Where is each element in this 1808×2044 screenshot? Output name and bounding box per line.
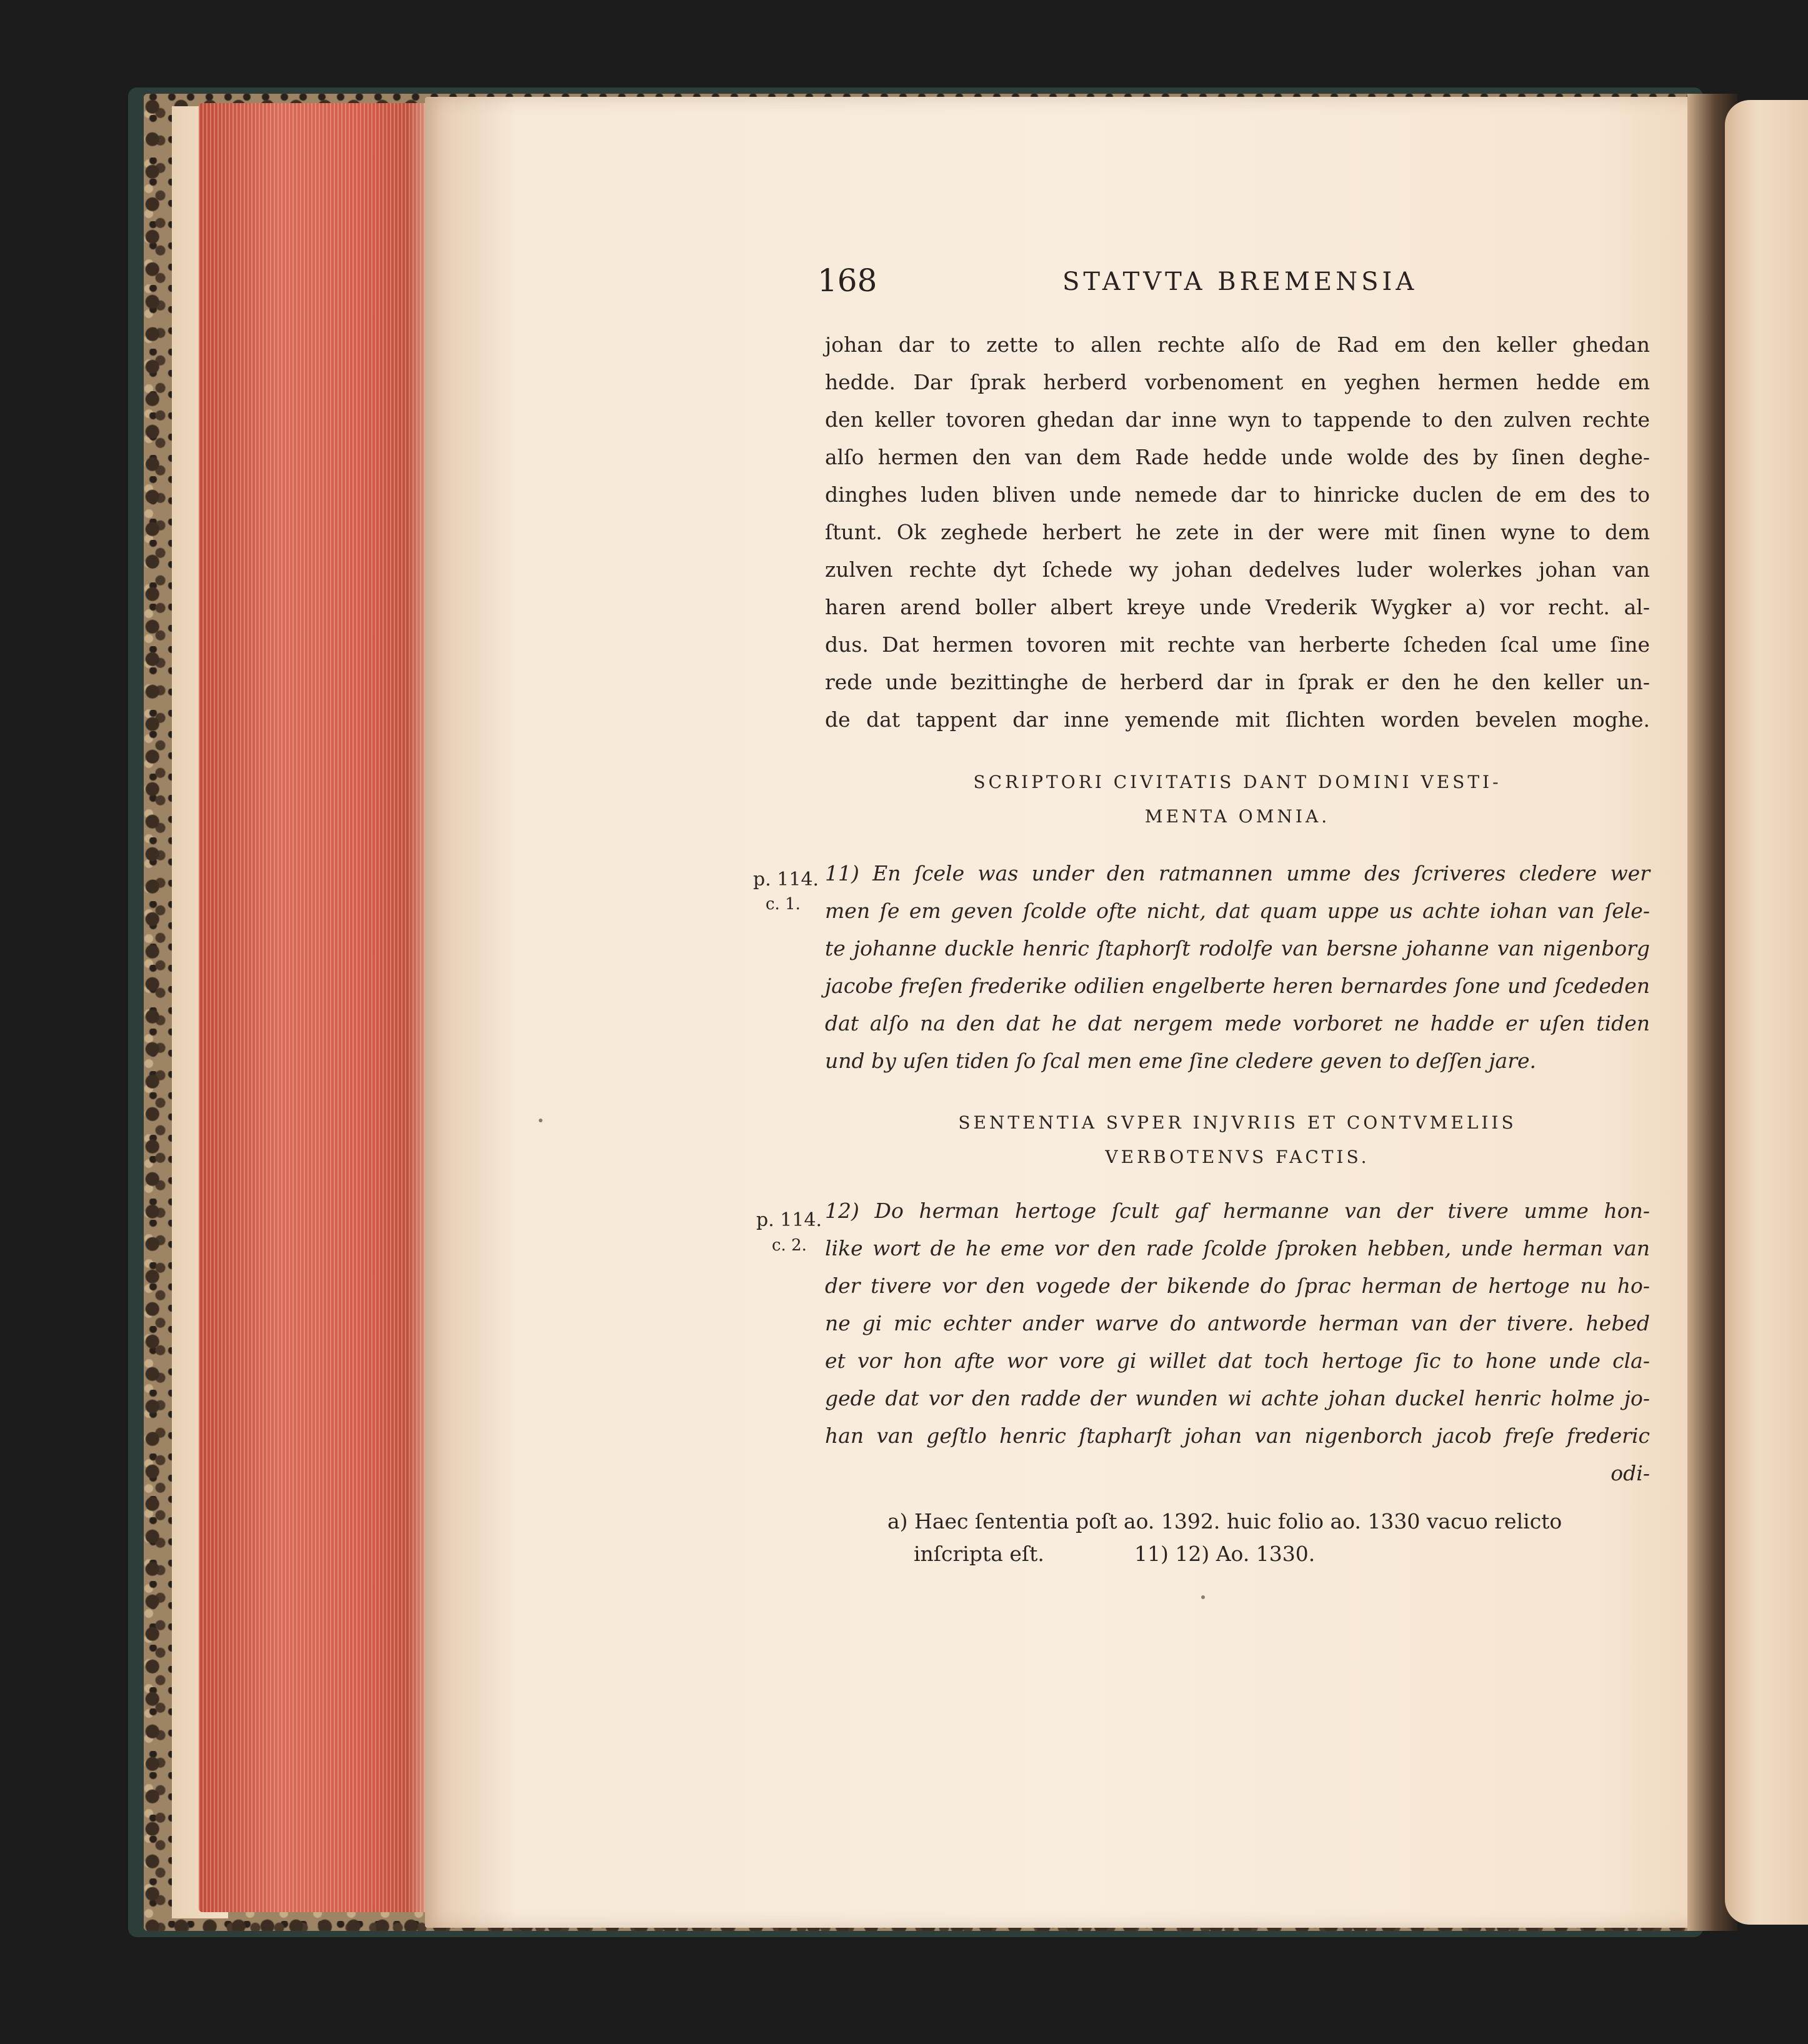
text-line: jacobe freſen frederike odilien engelberte heren bernardes ſone und ſcededen — [825, 974, 1650, 998]
margin-reference: p. 114. — [753, 869, 819, 890]
section-heading: MENTA OMNIA. — [1144, 806, 1331, 827]
margin-reference: p. 114. — [756, 1209, 822, 1231]
paper-speck — [539, 1119, 542, 1122]
text-line: hedde. Dar ſprak herberd vorbenoment en yeghen hermen hedde em — [825, 370, 1650, 394]
text-line: alſo hermen den van dem Rade hedde unde wolde des by ſinen deghe- — [825, 445, 1650, 469]
text-line: haren arend boller albert kreye unde Vrederik Wygker a) vor recht. al- — [825, 595, 1650, 619]
text-line: dus. Dat hermen tovoren mit rechte van herberte ſcheden ſcal ume ſine — [825, 632, 1650, 657]
text-line: like wort de he eme vor den rade ſcolde ſproken hebben, unde herman van — [825, 1236, 1650, 1260]
text-line: odi- — [1611, 1461, 1650, 1485]
red-page-edges — [199, 103, 431, 1912]
section-heading: SCRIPTORI CIVITATIS DANT DOMINI VESTI- — [973, 772, 1502, 792]
section-heading: VERBOTENVS FACTIS. — [1105, 1147, 1370, 1167]
margin-reference: c. 2. — [772, 1236, 807, 1255]
text-line: ne gi mic echter ander warve do antworde herman van der tivere. hebed — [825, 1311, 1650, 1335]
text-line: han van geſtlo henric ſtapharſt johan van nigenborch jacob freſe frederic — [825, 1423, 1650, 1448]
text-line: men ſe em geven ſcolde ofte nicht, dat quam uppe us achte iohan van ſele- — [825, 899, 1650, 923]
text-line: der tivere vor den vogede der bikende do ſprac herman de hertoge nu ho- — [825, 1274, 1650, 1298]
text-line: de dat tappent dar inne yemende mit ſlichten worden bevelen moghe. — [825, 707, 1650, 732]
running-title: STATVTA BREMENSIA — [1062, 267, 1418, 296]
text-line: zulven rechte dyt ſchede wy johan dedelves luder wolerkes johan van — [825, 557, 1650, 582]
margin-reference: c. 1. — [766, 895, 801, 914]
text-line: dinghes luden bliven unde nemede dar to hinricke duclen de em des to — [825, 482, 1650, 507]
text-line: ſtunt. Ok zeghede herbert he zete in der were mit ſinen wyne to dem — [825, 520, 1650, 544]
footnote-line: 11) 12) Ao. 1330. — [1134, 1542, 1316, 1566]
footnote-line: inſcripta eſt. — [914, 1542, 1044, 1566]
paper-speck — [1201, 1595, 1205, 1599]
text-line: rede unde bezittinghe de herberd dar in ſprak er den he den keller un- — [825, 670, 1650, 694]
text-line: te johanne duckle henric ſtaphorſt rodolfe van bersne johanne van nigenborg — [825, 936, 1650, 960]
text-line: johan dar to zette to allen rechte alſo de Rad em den keller ghedan — [825, 332, 1650, 357]
text-line: 11) En ſcele was under den ratmannen umme des ſcriveres cledere wer — [825, 861, 1650, 885]
text-line: den keller tovoren ghedan dar inne wyn to tappende to den zulven rechte — [825, 407, 1650, 432]
text-line: dat alſo na den dat he dat nergem mede vorboret ne hadde er uſen tiden — [825, 1011, 1650, 1035]
text-line: und by uſen tiden ſo ſcal men eme ſine cledere geven to deſſen jare. — [825, 1049, 1537, 1073]
footnote-line: a) Haec ſententia poſt ao. 1392. huic folio ao. 1330 vacuo relicto — [887, 1509, 1562, 1533]
page-number: 168 — [817, 262, 877, 299]
facing-page-edge — [1725, 100, 1808, 1925]
section-heading: SENTENTIA SVPER INJVRIIS ET CONTVMELIIS — [958, 1112, 1517, 1133]
text-line: 12) Do herman hertoge ſcult gaf hermanne van der tivere umme hon- — [825, 1199, 1650, 1223]
text-line: et vor hon afte wor vore gi willet dat toch hertoge ſic to hone unde cla- — [825, 1349, 1650, 1373]
text-line: gede dat vor den radde der wunden wi achte johan duckel henric holme jo- — [825, 1386, 1650, 1410]
